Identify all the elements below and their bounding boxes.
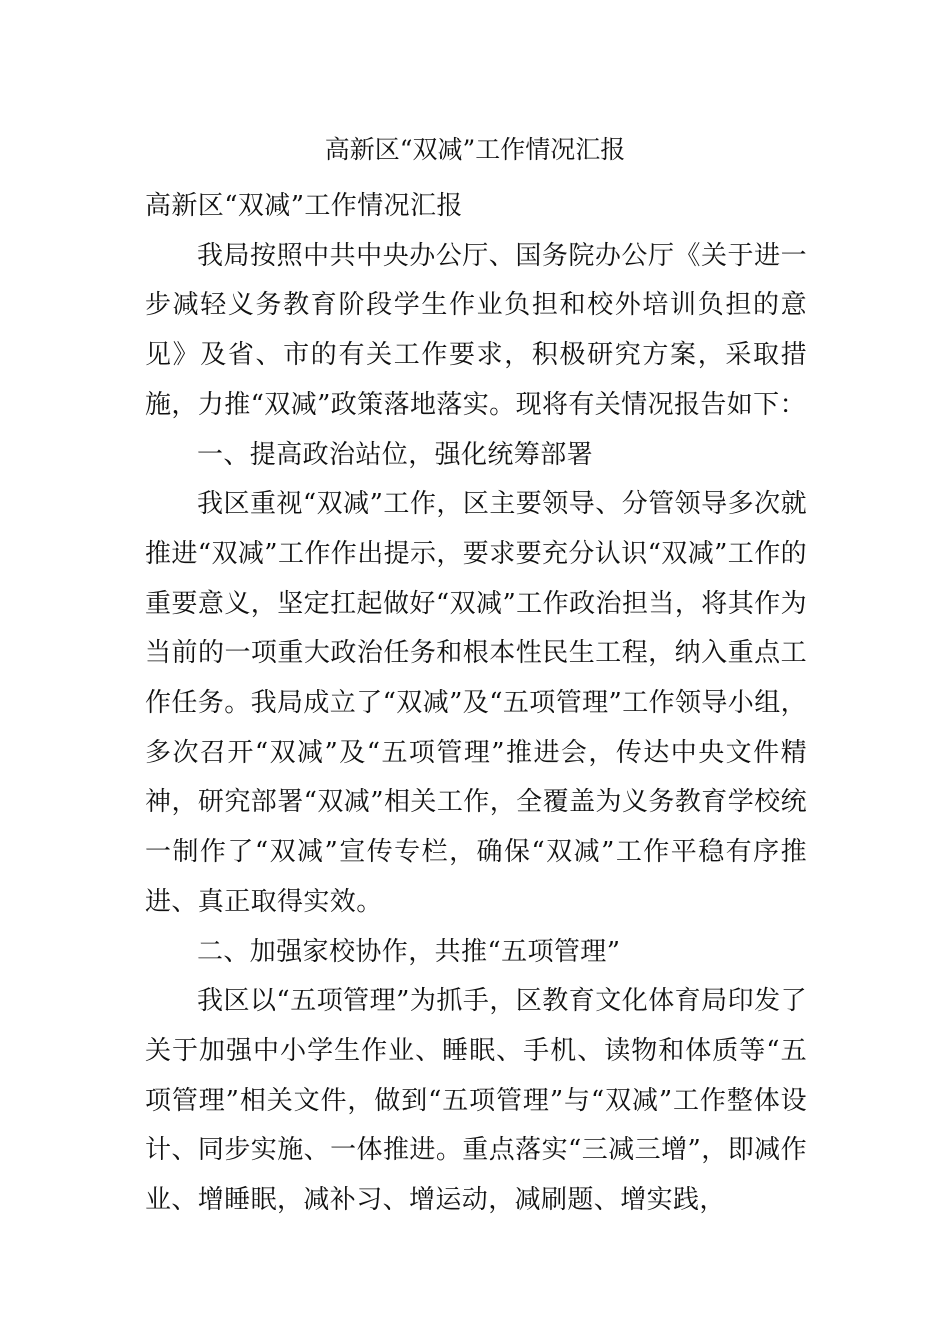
document-title: 高新区“双减”工作情况汇报 xyxy=(324,135,626,164)
document-body xyxy=(145,182,807,1226)
paragraph-section-2: 我区以“五项管理”为抓手，区教育文化体育局印发了关于加强中小学生作业、睡眠、手机、读物和体质等“五项管理”相关文件，做到“五项管理”与“双减”工作整体设计、同步实施、一体推进。重点落实“三减三增”，即减作业、增睡眠，减补习、增运动，减刷题、增实践， xyxy=(145,986,807,1216)
paragraph-intro: 我局按照中共中央办公厅、国务院办公厅《关于进一步减轻义务教育阶段学生作业负担和校外培训负担的意见》及省、市的有关工作要求，积极研究方案，采取措施，力推“双减”政策落地落实。现将有关情况报告如下： xyxy=(145,240,807,420)
document-subtitle: 高新区“双减”工作情况汇报 xyxy=(145,191,463,221)
section-heading-2: 二、加强家校协作，共推“五项管理” xyxy=(197,936,621,967)
paragraph-section-1: 我区重视“双减”工作，区主要领导、分管领导多次就推进“双减”工作作出提示，要求要充分认识“双减”工作的重要意义，坚定扛起做好“双减”工作政治担当，将其作为当前的一项重大政治任务和根本性民生工程，纳入重点工作任务。我局成立了“双减”及“五项管理”工作领导小组，多次召开“双减”及“五项管理”推进会，传达中央文件精神，研究部署“双减”相关工作，全覆盖为义务教育学校统一制作了“双减”宣传专栏，确保“双减”工作平稳有序推进、真正取得实效。 xyxy=(145,489,807,917)
section-heading-1: 一、提高政治站位，强化统筹部署 xyxy=(197,439,594,470)
